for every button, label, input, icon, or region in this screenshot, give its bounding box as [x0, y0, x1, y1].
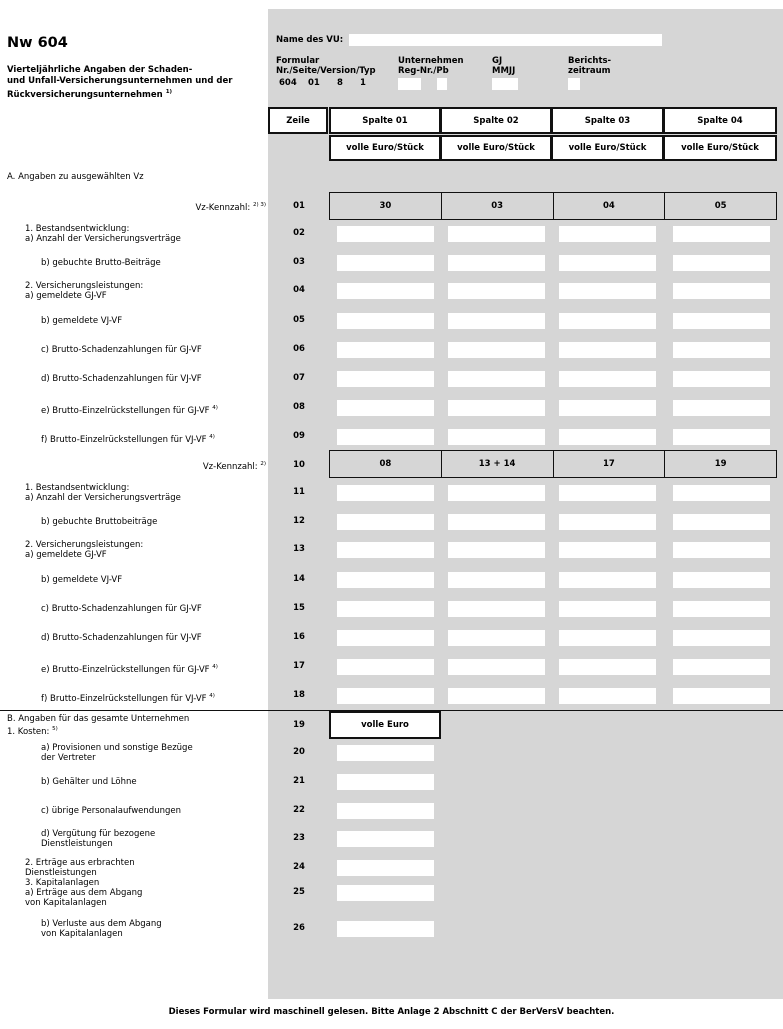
row-footnote-09: 4): [209, 434, 215, 440]
zeile-24: 24: [293, 862, 305, 872]
row-label-text-24: 2. Erträge aus erbrachten Dienstleistungen: [25, 858, 135, 878]
zeile-06: 06: [293, 344, 305, 354]
input-z07-s01[interactable]: [337, 371, 434, 387]
row-label-22: [41, 806, 181, 816]
input-z07-s04[interactable]: [673, 371, 770, 387]
zeile-02: 02: [293, 228, 305, 238]
input-z05-s03[interactable]: [559, 313, 656, 329]
input-z04-s01[interactable]: [337, 283, 434, 299]
vz1-spalte-01: 30: [379, 201, 392, 211]
row-label-text-06: c) Brutto-Schadenzahlungen für GJ-VF: [41, 345, 202, 355]
input-z03-s03[interactable]: [559, 255, 656, 271]
input-z04-s03[interactable]: [559, 283, 656, 299]
formular-nr: 604: [279, 78, 297, 88]
section-b-title-text: B. Angaben für das gesamte Unternehmen 1. Kosten:: [7, 714, 190, 737]
form-subtitle: [7, 65, 232, 101]
formular-seite: 01: [308, 78, 320, 88]
row-label-text-22: c) übrige Personalaufwendungen: [41, 806, 181, 816]
formular-version: 8: [337, 78, 343, 88]
berichtszeitraum-input[interactable]: [568, 78, 580, 90]
zeile-23: 23: [293, 833, 305, 843]
zeile-26: 26: [293, 923, 305, 933]
row-label-text-23: d) Vergütung für bezogene Dienstleistungen: [41, 829, 156, 849]
zeile-09: 09: [293, 431, 305, 441]
section-a-title: A. Angaben zu ausgewählten Vz: [7, 172, 144, 182]
row-label-15: [41, 604, 202, 614]
input-z18-s03[interactable]: [559, 688, 656, 704]
vu-name-label: Name des VU:: [276, 35, 344, 45]
input-z03-s01[interactable]: [337, 255, 434, 271]
input-z06-s04[interactable]: [673, 342, 770, 358]
subtitle-footnote: 1): [165, 89, 173, 95]
spalte-01-header: Spalte 01: [329, 107, 441, 134]
row-label-16: [41, 633, 202, 643]
input-z05-s02[interactable]: [448, 313, 545, 329]
row-label-text-18: f) Brutto-Einzelrückstellungen für VJ-VF: [41, 693, 207, 704]
input-z17-s04[interactable]: [673, 659, 770, 675]
input-z22-s01[interactable]: [337, 803, 434, 819]
input-z06-s03[interactable]: [559, 342, 656, 358]
input-z08-s04[interactable]: [673, 400, 770, 416]
input-z13-s02[interactable]: [448, 542, 545, 558]
input-z14-s03[interactable]: [559, 572, 656, 588]
gj-input[interactable]: [492, 78, 518, 90]
row-label-20: [41, 743, 193, 763]
input-z02-s01[interactable]: [337, 226, 434, 242]
row-label-text-04: 2. Versicherungsleistungen: a) gemeldete GJ-VF: [25, 281, 144, 301]
input-z11-s03[interactable]: [559, 485, 656, 501]
input-z12-s04[interactable]: [673, 514, 770, 530]
input-z09-s02[interactable]: [448, 429, 545, 445]
input-z14-s02[interactable]: [448, 572, 545, 588]
input-z11-s02[interactable]: [448, 485, 545, 501]
input-z15-s03[interactable]: [559, 601, 656, 617]
row-label-text-21: b) Gehälter und Löhne: [41, 777, 137, 787]
input-z02-s03[interactable]: [559, 226, 656, 242]
row-label-04: [25, 281, 143, 301]
vz-kennzahl-text-1: Vz-Kennzahl:: [195, 202, 251, 213]
berichtszeitraum-label: Berichts- zeitraum: [568, 56, 612, 76]
zeile-08: 08: [293, 402, 305, 412]
zeile-16: 16: [293, 632, 305, 642]
row-label-06: [41, 345, 202, 355]
input-z11-s04[interactable]: [673, 485, 770, 501]
row-label-text-07: d) Brutto-Schadenzahlungen für VJ-VF: [41, 374, 202, 384]
input-z13-s04[interactable]: [673, 542, 770, 558]
zeile-19: 19: [293, 720, 305, 730]
zeile-header: Zeile: [268, 107, 328, 134]
spalte-02-unit: volle Euro/Stück: [440, 135, 552, 161]
row-label-text-26: b) Verluste aus dem Abgang von Kapitalanlagen: [41, 919, 162, 939]
input-z08-s02[interactable]: [448, 400, 545, 416]
row-label-13: [25, 540, 143, 560]
zeile-18: 18: [293, 690, 305, 700]
row-label-text-11: 1. Bestandsentwicklung: a) Anzahl der Versicherungsverträge: [25, 483, 181, 503]
zeile-10: 10: [293, 460, 305, 470]
input-z06-s02[interactable]: [448, 342, 545, 358]
row-label-text-02: 1. Bestandsentwicklung: a) Anzahl der Versicherungsverträge: [25, 224, 181, 244]
row-label-text-16: d) Brutto-Schadenzahlungen für VJ-VF: [41, 633, 202, 643]
input-z14-s04[interactable]: [673, 572, 770, 588]
zeile-05: 05: [293, 315, 305, 325]
section-b-unit-header: volle Euro: [329, 711, 441, 739]
row-label-08: [41, 403, 218, 416]
zeile-13: 13: [293, 544, 305, 554]
form-title: Nw 604: [7, 35, 68, 51]
gj-label: GJ MMJJ: [492, 56, 516, 76]
input-z15-s04[interactable]: [673, 601, 770, 617]
input-z03-s04[interactable]: [673, 255, 770, 271]
zeile-17: 17: [293, 661, 305, 671]
input-z16-s01[interactable]: [337, 630, 434, 646]
row-label-18: [41, 691, 215, 704]
input-z14-s01[interactable]: [337, 572, 434, 588]
input-z02-s02[interactable]: [448, 226, 545, 242]
vz2-spalte-02: 13 + 14: [441, 451, 553, 477]
row-label-26: [41, 919, 162, 939]
row-label-11: [25, 483, 181, 503]
input-z11-s01[interactable]: [337, 485, 434, 501]
input-z05-s01[interactable]: [337, 313, 434, 329]
spalte-03-unit: volle Euro/Stück: [551, 135, 664, 161]
section-b-title: [7, 714, 189, 737]
input-z15-s01[interactable]: [337, 601, 434, 617]
spalte-01-unit: volle Euro/Stück: [329, 135, 441, 161]
unternehmen-label: Unternehmen Reg-Nr./Pb: [398, 56, 464, 76]
footer-note: Dieses Formular wird maschinell gelesen. Bitte Anlage 2 Abschnitt C der BerVersV beachten.: [168, 1007, 615, 1017]
vz-kennzahl-text-2: Vz-Kennzahl:: [202, 461, 258, 472]
reg-nr-input[interactable]: [398, 78, 421, 90]
zeile-01: 01: [293, 201, 305, 211]
formular-label: Formular Nr./Seite/Version/Typ: [276, 56, 376, 76]
row-label-03: [41, 258, 161, 268]
vz1-spalte-03: 04: [553, 193, 665, 219]
input-z17-s03[interactable]: [559, 659, 656, 675]
vz-kennzahl-note-2: 2): [260, 461, 266, 467]
input-z08-s03[interactable]: [559, 400, 656, 416]
input-z13-s03[interactable]: [559, 542, 656, 558]
input-z18-s01[interactable]: [337, 688, 434, 704]
row-label-07: [41, 374, 202, 384]
input-z05-s04[interactable]: [673, 313, 770, 329]
row-label-21: [41, 777, 137, 787]
row-label-02: [25, 224, 181, 244]
row-label-text-13: 2. Versicherungsleistungen: a) gemeldete GJ-VF: [25, 540, 144, 560]
vz2-spalte-04: 19: [664, 451, 776, 477]
row-label-text-05: b) gemeldete VJ-VF: [41, 316, 123, 326]
spalte-02-header: Spalte 02: [440, 107, 552, 134]
row-label-25: [25, 878, 142, 908]
input-z18-s04[interactable]: [673, 688, 770, 704]
zeile-25: 25: [293, 887, 305, 897]
input-z17-s01[interactable]: [337, 659, 434, 675]
input-z21-s01[interactable]: [337, 774, 434, 790]
row-label-text-17: e) Brutto-Einzelrückstellungen für GJ-VF: [41, 664, 210, 675]
zeile-07: 07: [293, 373, 305, 383]
row-label-14: [41, 575, 122, 585]
input-z20-s01[interactable]: [337, 745, 434, 761]
input-z13-s01[interactable]: [337, 542, 434, 558]
vz-kennzahl-row-1: [329, 192, 777, 220]
row-footnote-08: 4): [212, 405, 218, 411]
row-label-text-03: b) gebuchte Brutto-Beiträge: [41, 258, 161, 268]
zeile-15: 15: [293, 603, 305, 613]
row-label-text-25: 3. Kapitalanlagen a) Erträge aus dem Abgang von Kapitalanlagen: [25, 878, 143, 908]
row-footnote-17: 4): [212, 664, 218, 670]
input-z03-s02[interactable]: [448, 255, 545, 271]
input-z16-s02[interactable]: [448, 630, 545, 646]
vu-name-input[interactable]: [349, 34, 662, 46]
row-footnote-18: 4): [209, 693, 215, 699]
zeile-11: 11: [293, 487, 305, 497]
vz1-spalte-02: 03: [441, 193, 553, 219]
subtitle-text: Vierteljährliche Angaben der Schaden- und Unfall-Versicherungsunternehmen und der Rückversicherungsunternehmen: [7, 65, 233, 100]
zeile-03: 03: [293, 257, 305, 267]
row-label-09: [41, 432, 215, 445]
row-label-text-08: e) Brutto-Einzelrückstellungen für GJ-VF: [41, 405, 210, 416]
row-label-text-15: c) Brutto-Schadenzahlungen für GJ-VF: [41, 604, 202, 614]
pb-input[interactable]: [437, 78, 447, 90]
input-z09-s01[interactable]: [337, 429, 434, 445]
zeile-12: 12: [293, 516, 305, 526]
zeile-04: 04: [293, 285, 305, 295]
row-label-text-20: a) Provisionen und sonstige Bezüge der Vertreter: [41, 743, 193, 763]
input-z12-s01[interactable]: [337, 514, 434, 530]
input-z12-s02[interactable]: [448, 514, 545, 530]
input-z02-s04[interactable]: [673, 226, 770, 242]
vz-kennzahl-label-2: [203, 459, 266, 472]
spalte-04-unit: volle Euro/Stück: [663, 135, 777, 161]
input-z15-s02[interactable]: [448, 601, 545, 617]
section-b-footnote: 5): [52, 726, 58, 732]
vz-kennzahl-label-1: [195, 200, 266, 213]
vz2-spalte-01: 08: [379, 459, 392, 469]
input-z09-s04[interactable]: [673, 429, 770, 445]
input-z25-s01[interactable]: [337, 885, 434, 901]
input-z24-s01[interactable]: [337, 860, 434, 876]
input-z12-s03[interactable]: [559, 514, 656, 530]
row-label-text-09: f) Brutto-Einzelrückstellungen für VJ-VF: [41, 434, 207, 445]
formular-typ: 1: [360, 78, 366, 88]
row-label-05: [41, 316, 122, 326]
row-label-24: [25, 858, 135, 878]
input-z09-s03[interactable]: [559, 429, 656, 445]
input-z04-s04[interactable]: [673, 283, 770, 299]
vz-kennzahl-row-2: [329, 450, 777, 478]
row-label-text-14: b) gemeldete VJ-VF: [41, 575, 123, 585]
row-label-text-12: b) gebuchte Bruttobeiträge: [41, 517, 158, 527]
vz1-spalte-04: 05: [664, 193, 776, 219]
spalte-04-header: Spalte 04: [663, 107, 777, 134]
vz-kennzahl-note-1: 2) 3): [252, 202, 266, 208]
row-label-23: [41, 829, 155, 849]
input-z18-s02[interactable]: [448, 688, 545, 704]
input-z26-s01[interactable]: [337, 921, 434, 937]
input-z06-s01[interactable]: [337, 342, 434, 358]
input-z16-s04[interactable]: [673, 630, 770, 646]
row-label-17: [41, 662, 218, 675]
input-z07-s03[interactable]: [559, 371, 656, 387]
zeile-22: 22: [293, 805, 305, 815]
row-label-12: [41, 517, 157, 527]
input-z23-s01[interactable]: [337, 831, 434, 847]
input-z07-s02[interactable]: [448, 371, 545, 387]
zeile-21: 21: [293, 776, 305, 786]
input-z04-s02[interactable]: [448, 283, 545, 299]
input-z17-s02[interactable]: [448, 659, 545, 675]
spalte-03-header: Spalte 03: [551, 107, 664, 134]
input-z16-s03[interactable]: [559, 630, 656, 646]
input-z08-s01[interactable]: [337, 400, 434, 416]
zeile-20: 20: [293, 747, 305, 757]
zeile-14: 14: [293, 574, 305, 584]
vz2-spalte-03: 17: [553, 451, 665, 477]
